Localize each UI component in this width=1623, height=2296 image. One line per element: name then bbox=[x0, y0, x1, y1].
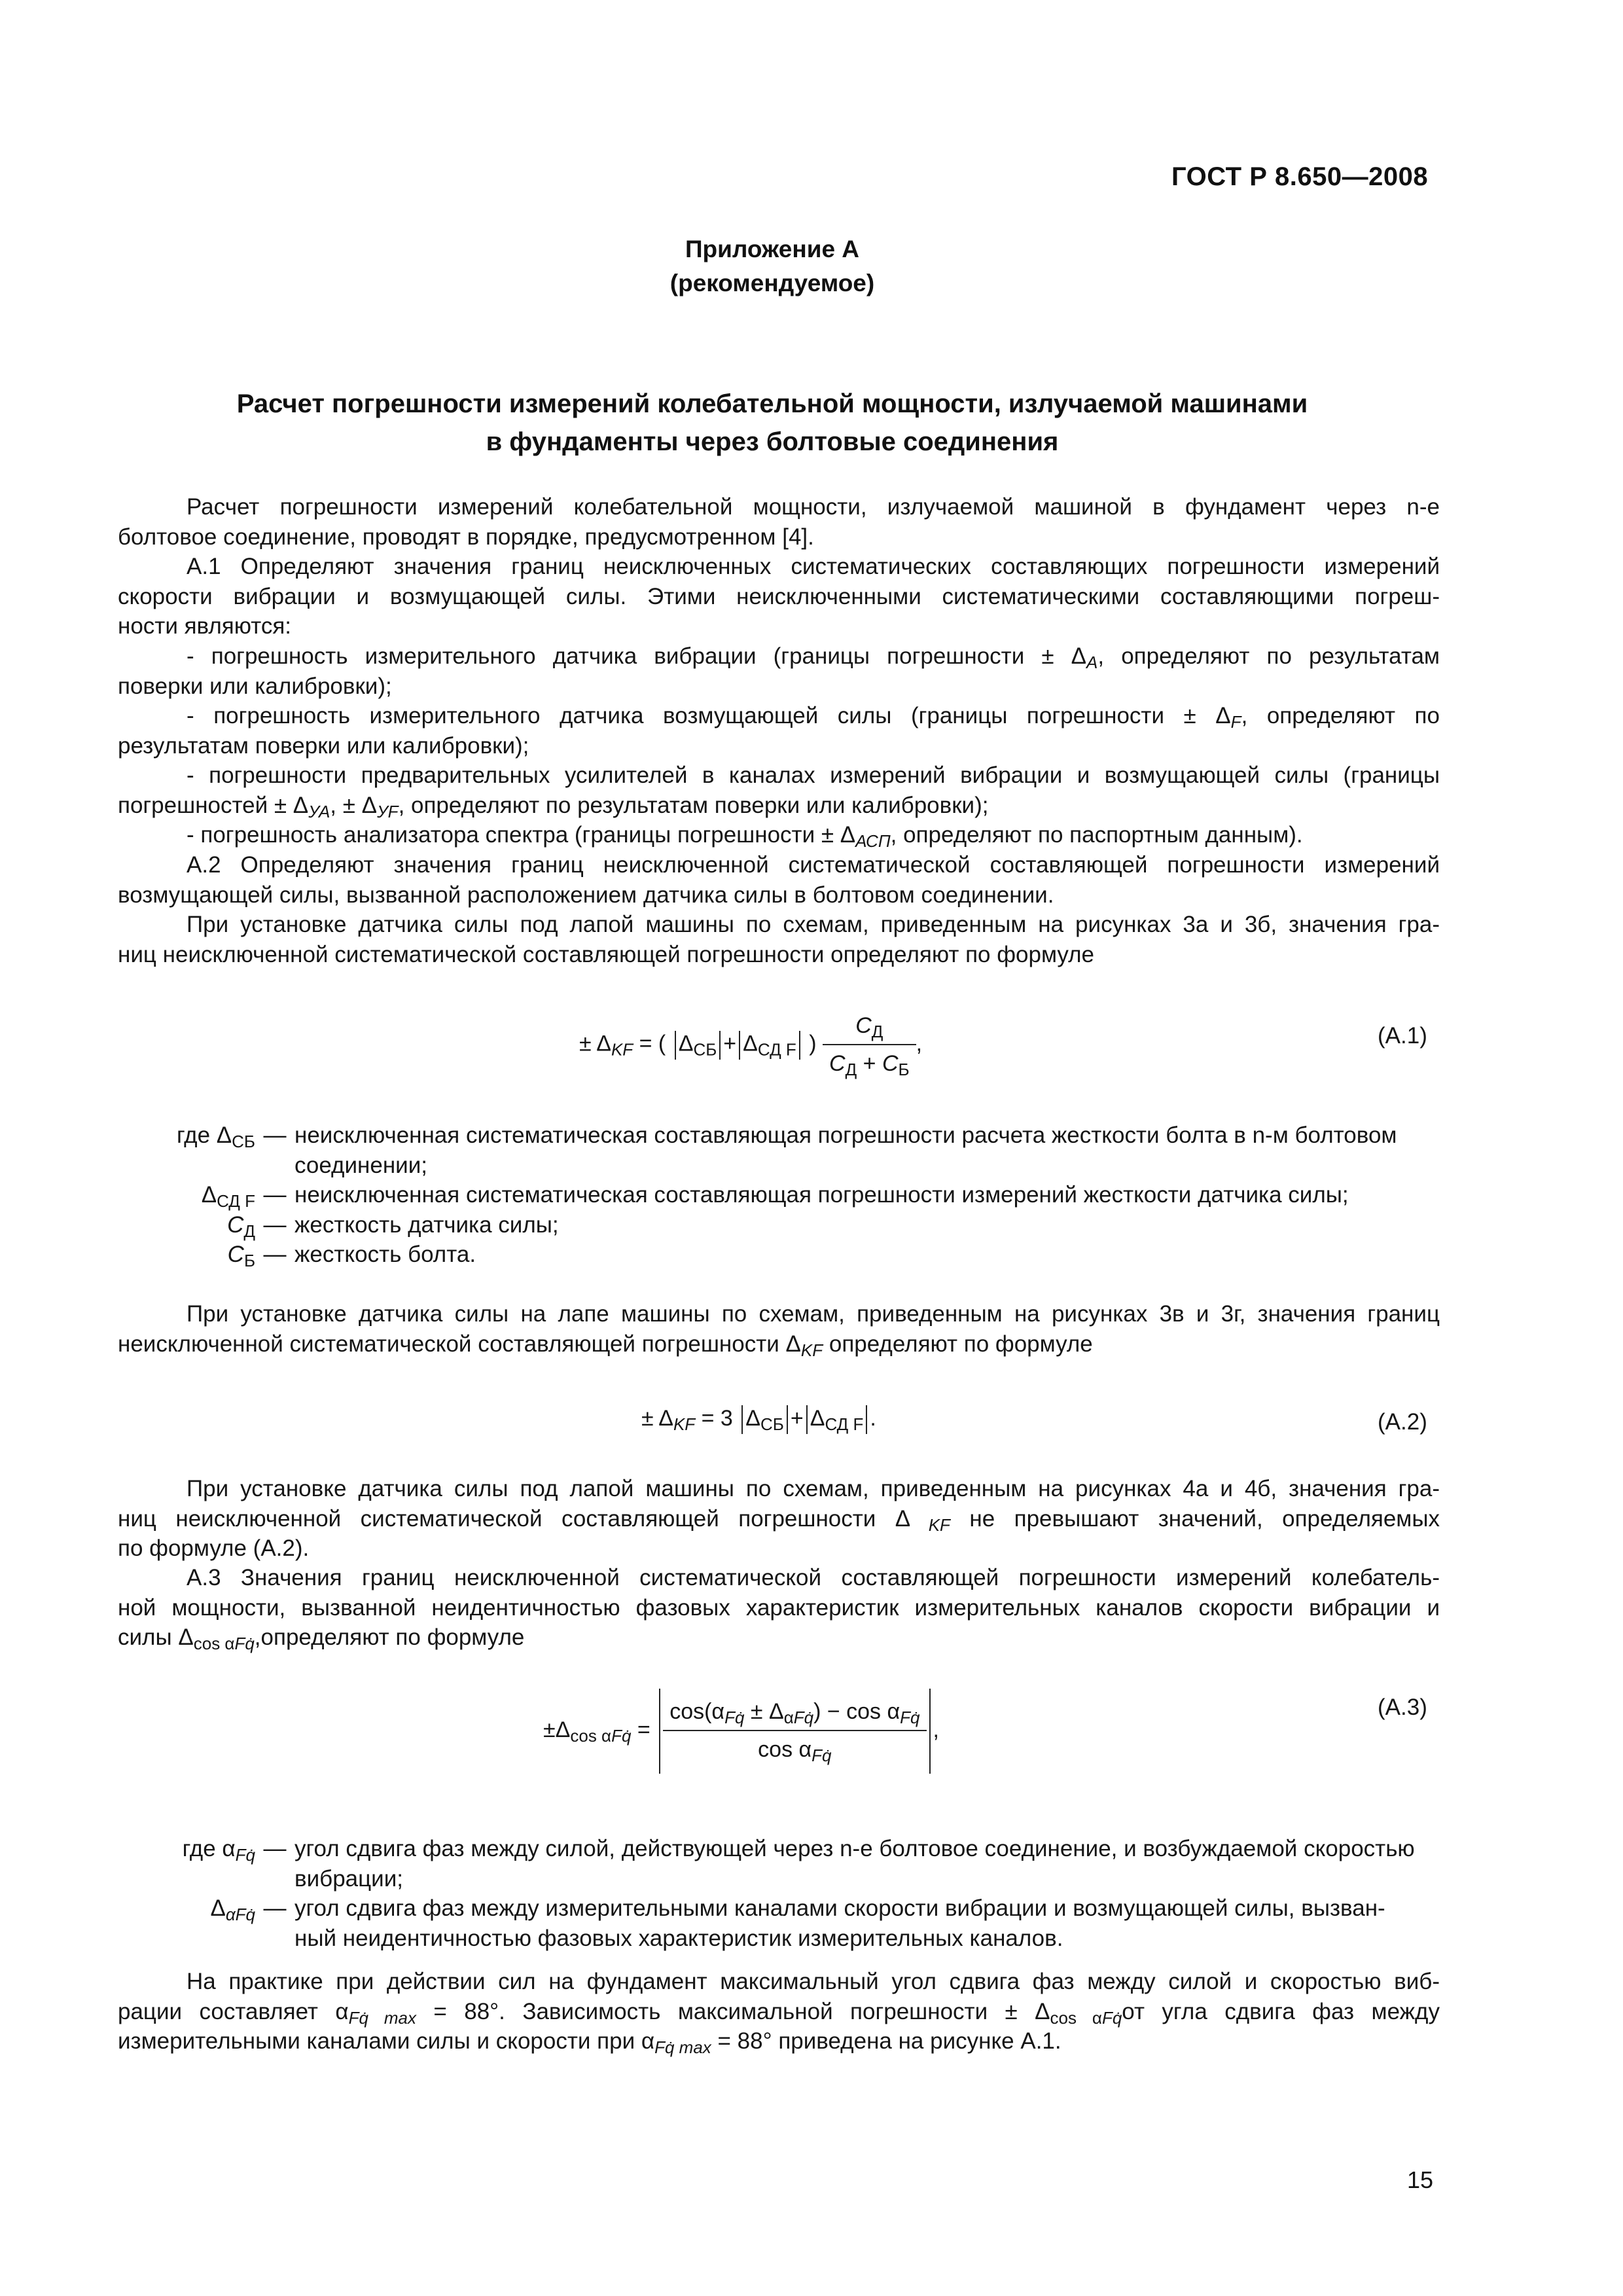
section-title bbox=[118, 385, 1427, 461]
text-line: А.3 Значения границ неисключенной систематической составляющей погрешности измерений колебатель- bbox=[187, 1565, 1440, 1590]
paragraph-a2 bbox=[118, 850, 1440, 910]
equation-number-a2: (А.2) bbox=[1378, 1409, 1427, 1435]
text-line: Расчет погрешности измерений колебательной мощности, излучаемой машиной в фундамент через n-е bbox=[187, 494, 1440, 520]
list-item-amplifiers bbox=[118, 761, 1440, 820]
formula-a2: ± $\Delta_{KF} = 3$ $\Delta_{СБ} + \Delta_{СД F}$ . bbox=[641, 1406, 876, 1434]
text-line: ниц неисключенной систематической составляющей погрешности определяют по формуле bbox=[118, 941, 1095, 967]
text-line: силы $\Delta_{cos \alpha Fq̇},определяют$ по формуле bbox=[118, 1624, 525, 1654]
formula-a3: $\pm\Delta_{cos \alpha Fq̇}$ = $\frac{\cos(\alpha_{Fq̇} \pm \Delta_{\alpha Fq̇}) - \cos \alpha_{Fq̇}}{\cos \alpha_{Fq̇}}$ , bbox=[543, 1689, 939, 1774]
fraction: $\frac{C_Д}{C_Д + C_Б}$ bbox=[823, 1011, 916, 1079]
paragraph-intro bbox=[118, 492, 1440, 552]
paragraph-install-3 bbox=[118, 1474, 1440, 1564]
appendix-title: Приложение А bbox=[685, 236, 860, 262]
paragraph-practice bbox=[118, 1967, 1440, 2056]
list-item-sensor-force bbox=[118, 701, 1440, 761]
text-line: рации составляет $\alpha_{Fq̇ max} = 88^\circ$. Зависимость максимальной погрешности ± $\Delta_{cos \alpha Fq̇}от$ угла сдвига фаз между bbox=[118, 1998, 1440, 2028]
text-line: результатам поверки или калибровки); bbox=[118, 732, 529, 759]
text-line: При установке датчика силы под лапой машины по схемам, приведенным на рисунках 4а и 4б, значения гра- bbox=[187, 1476, 1440, 1501]
formula-a1: ± $\Delta_{KF}$ = ( $\Delta_{СБ} + \Delta_{СД F}$ ) $\frac{C_Д}{C_Д + C_Б}$ , bbox=[579, 1011, 922, 1079]
text-line: погрешностей ± $\Delta_{УА}$, ± $\Delta_{УF}$, определяют по результатам поверки или калибровки); bbox=[118, 792, 989, 821]
where-row: $\Delta_{СД F}$ — неисключенная систематическая составляющая погрешности измерений жесткости датчика силы; bbox=[201, 1182, 1349, 1211]
paragraph-install-2 bbox=[118, 1299, 1440, 1359]
text-line: - погрешность анализатора спектра (границы погрешности ± $\Delta_{АСП}$, определяют по паспортным данным). bbox=[187, 822, 1303, 851]
text-line: На практике при действии сил на фундамент максимальный угол сдвига фаз между силой и скоростью виб- bbox=[187, 1969, 1440, 1994]
text-line: скорости вибрации и возмущающей силы. Этими неисключенными систематическими составляющими погреш- bbox=[118, 583, 1440, 609]
where-row: $C_Д$ — жесткость датчика силы; bbox=[227, 1211, 559, 1241]
text-line: При установке датчика силы под лапой машины по схемам, приведенным на рисунках 3а и 3б, значения гра- bbox=[187, 912, 1440, 937]
page-number: 15 bbox=[1407, 2166, 1434, 2193]
section-title-line1: Расчет погрешности измерений колебательной мощности, излучаемой машинами bbox=[236, 389, 1308, 418]
where-list-2 bbox=[118, 1834, 1440, 1953]
standard-number: ГОСТ Р 8.650—2008 bbox=[1171, 162, 1429, 191]
text-line: А.2 Определяют значения границ неисключенной систематической составляющей погрешности измерений bbox=[187, 852, 1440, 878]
section-title-line2: в фундаменты через болтовые соединения bbox=[486, 427, 1059, 456]
text-line: поверки или калибровки); bbox=[118, 673, 392, 699]
text-line: измерительными каналами силы и скорости при $\alpha_{Fq̇ max} = 88^\circ$ приведена на рисунке А.1. bbox=[118, 2028, 1061, 2058]
where-row: $C_Б$ — жесткость болта. bbox=[227, 1242, 476, 1271]
appendix-status: (рекомендуемое) bbox=[669, 270, 875, 296]
where-list-1 bbox=[118, 1121, 1440, 1270]
text-line: А.1 Определяют значения границ неисключенных систематических составляющих погрешности измерений bbox=[187, 554, 1440, 579]
paragraph-install-1 bbox=[118, 910, 1440, 969]
where-row: $\Delta_{\alpha Fq̇}$ — угол сдвига фаз между измерительными каналами скорости вибрации и возмущающей силы, вызван- ный неидентичностью фазовых характеристик измерительных каналов. bbox=[210, 1895, 1385, 1951]
text-line: болтовое соединение, проводят в порядке, предусмотренном [4]. bbox=[118, 524, 814, 550]
paragraph-a1 bbox=[118, 552, 1440, 641]
text-line: неисключенной систематической составляющей погрешности $\Delta_{KF}$ определяют по формуле bbox=[118, 1331, 1093, 1360]
equation-number-a1: (А.1) bbox=[1378, 1023, 1427, 1049]
fraction: $\frac{\cos(\alpha_{Fq̇} \pm \Delta_{\alpha Fq̇}) - \cos \alpha_{Fq̇}}{\cos \alpha_{Fq̇}}$ bbox=[663, 1697, 926, 1765]
text-line: ности являются: bbox=[118, 613, 292, 639]
text-line: ниц неисключенной систематической составляющей погрешности Δ $_{KF}$ не превышают значений, определяемых bbox=[118, 1505, 1440, 1535]
text-line: - погрешности предварительных усилителей в каналах измерений вибрации и возмущающей силы (границы bbox=[187, 762, 1440, 788]
list-item-sensor-vibration bbox=[118, 641, 1440, 701]
list-item-analyzer bbox=[118, 820, 1440, 850]
where-row: где $\alpha_{Fq̇}$ — угол сдвига фаз между силой, действующей через n-е болтовое соединение, и возбуждаемой скоростью вибрации; bbox=[182, 1836, 1415, 1892]
text-line: по формуле (А.2). bbox=[118, 1535, 310, 1562]
text-line: - погрешность измерительного датчика возмущающей силы (границы погрешности ± $\Delta_F$, определяют по bbox=[187, 703, 1440, 732]
appendix-heading bbox=[118, 232, 1427, 300]
text-line: ной мощности, вызванной неидентичностью фазовых характеристик измерительных каналов скорости вибрации и bbox=[118, 1594, 1440, 1621]
where-row: где $\Delta_{СБ}$ — неисключенная систематическая составляющая погрешности расчета жесткости болта в n-м болтовом соединении; bbox=[176, 1122, 1397, 1178]
equation-number-a3: (А.3) bbox=[1378, 1695, 1427, 1720]
text-line: возмущающей силы, вызванной расположением датчика силы в болтовом соединении. bbox=[118, 882, 1054, 908]
paragraph-a3 bbox=[118, 1563, 1440, 1653]
text-line: При установке датчика силы на лапе машины по схемам, приведенным на рисунках 3в и 3г, значения границ bbox=[187, 1301, 1440, 1327]
text-line: - погрешность измерительного датчика вибрации (границы погрешности ± $\Delta_A$, определяют по результатам bbox=[187, 643, 1440, 672]
